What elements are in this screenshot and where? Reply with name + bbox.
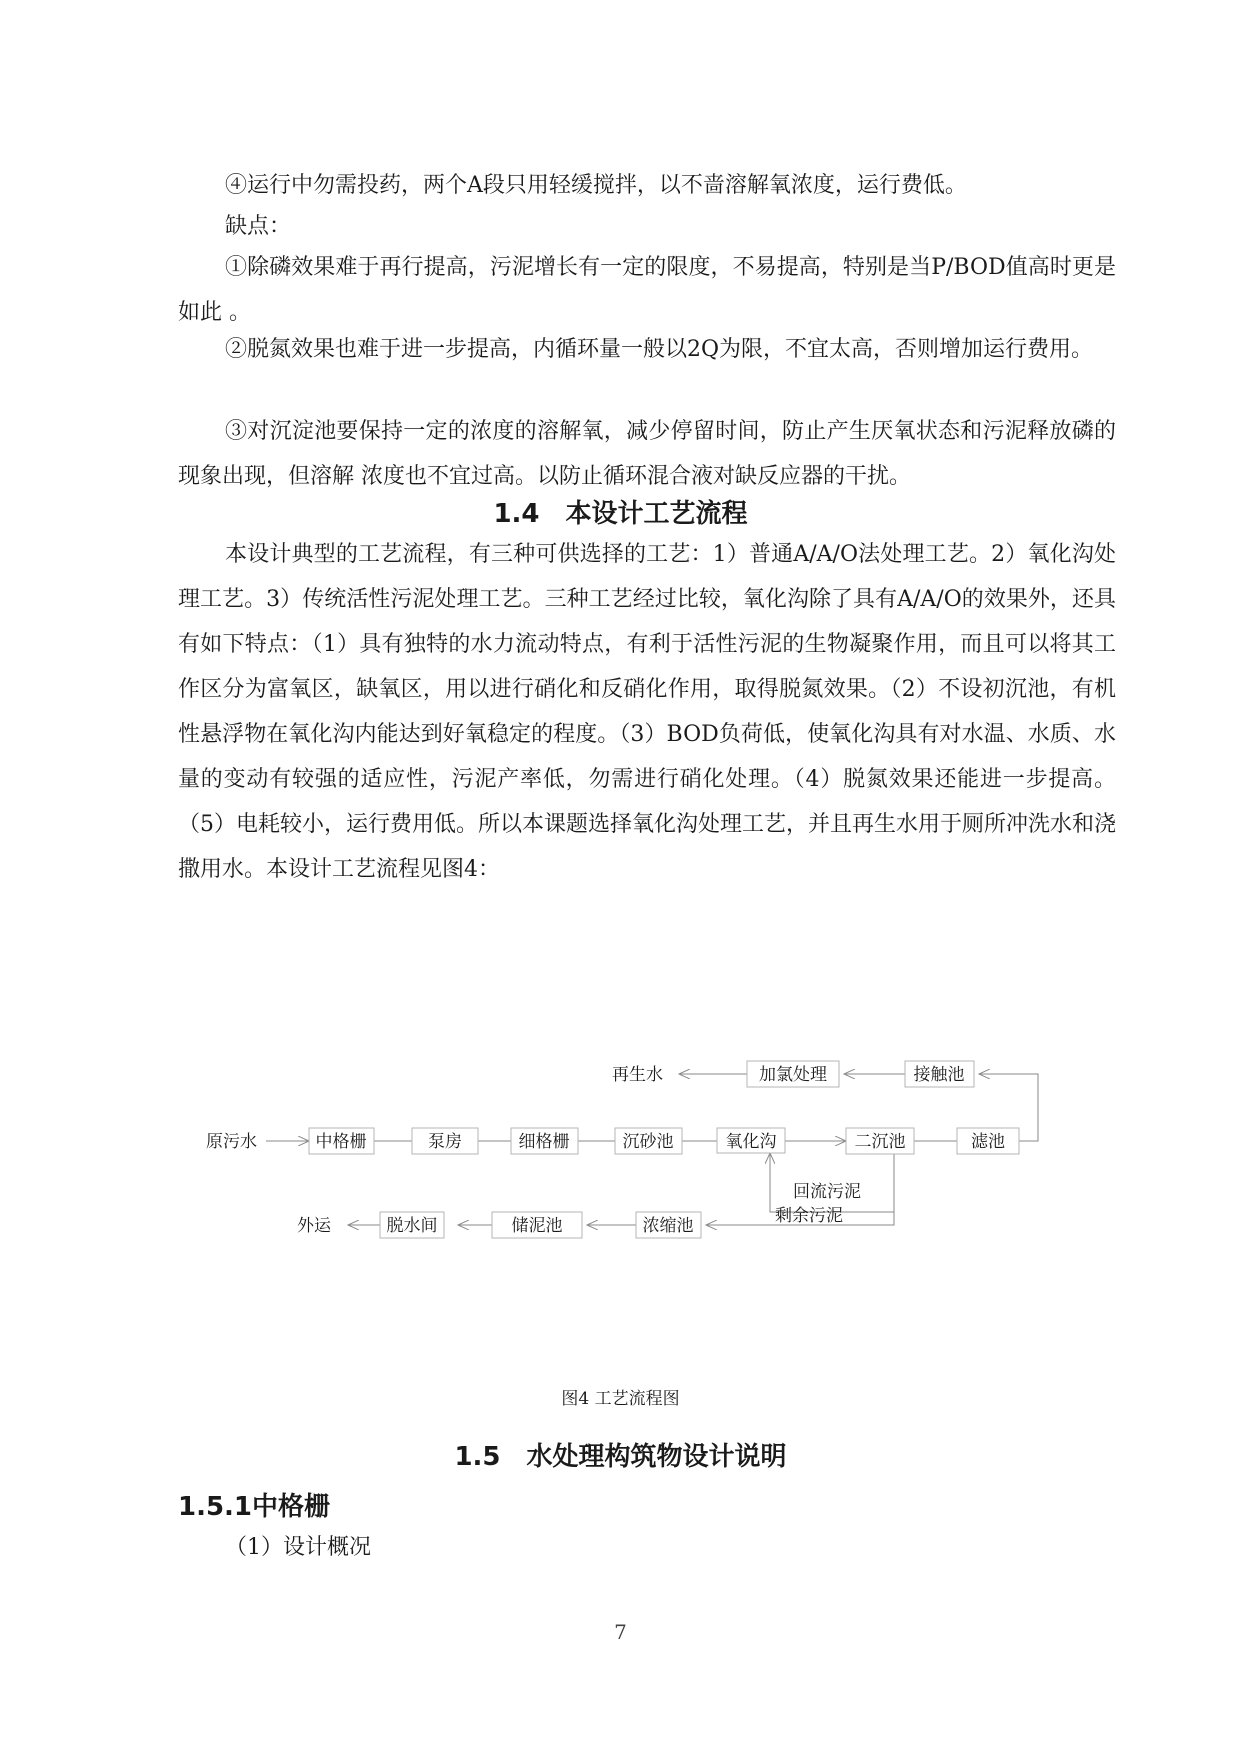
paragraph-disadvantage-3: ③对沉淀池要保持一定的浓度的溶解氧，减少停留时间，防止产生厌氧状态和污泥释放磷的现象出现，但溶解 浓度也不宜过高。以防止循环混合液对缺反应器的干扰。: [178, 419, 1116, 489]
node-filter: 滤池: [971, 1132, 1005, 1152]
paragraph-advantage-4: ④运行中勿需投药，两个A段只用轻缓搅拌，以不啬溶解氧浓度，运行费低。: [225, 173, 967, 198]
paragraph-disadvantage-1: ①除磷效果难于再行提高，污泥增长有一定的限度，不易提高，特别是当P/BOD值高时更是如此 。: [178, 255, 1116, 325]
paragraph-process-description: 本设计典型的工艺流程，有三种可供选择的工艺：1）普通A/A/O法处理工艺。2）氧化沟处理工艺。3）传统活性污泥处理工艺。三种工艺经过比较，氧化沟除了具有A/A/O的效果外，还具有如下特点：（1）具有独特的水力流动特点，有利于活性污泥的生物凝聚作用，而且可以将其工作区分为富氧区，缺氧区，用以进行硝化和反硝化作用，取得脱氮效果。（2）不设初沉池，有机性悬浮物在氧化沟内能达到好氧稳定的程度。（3）BOD负荷低，使氧化沟具有对水温、水质、水量的变动有较强的适应性，污泥产率低，勿需进行硝化处理。（4）脱氮效果还能进一步提高。（5）电耗较小，运行费用低。所以本课题选择氧化沟处理工艺，并且再生水用于厕所冲洗水和浇撒用水。本设计工艺流程见图4：: [178, 542, 1117, 882]
node-fine-screen: 细格栅: [518, 1132, 570, 1152]
node-dewatering: 脱水间: [386, 1216, 438, 1236]
node-thickener: 浓缩池: [642, 1216, 694, 1236]
section-heading-1-4: 1.4 本设计工艺流程: [493, 499, 748, 529]
node-medium-screen: 中格栅: [315, 1132, 367, 1152]
process-flow-diagram: [0, 1040, 1241, 1260]
edge-label-return-sludge: 回流污泥: [793, 1182, 861, 1202]
node-sludge-storage: 储泥池: [511, 1216, 563, 1236]
edge-label-excess-sludge: 剩余污泥: [775, 1206, 843, 1226]
page-number: 7: [614, 1620, 627, 1644]
section-heading-1-5: 1.5 水处理构筑物设计说明: [454, 1442, 787, 1472]
figure-caption: 图4 工艺流程图: [561, 1389, 680, 1409]
paragraph-disadvantage-2: ②脱氮效果也难于进一步提高，内循环量一般以2Q为限，不宜太高，否则增加运行费用。: [225, 337, 1094, 362]
node-reclaimed-water: 再生水: [612, 1065, 663, 1085]
node-haul-out: 外运: [297, 1216, 331, 1236]
node-contact-tank: 接触池: [913, 1065, 965, 1085]
node-chlorination: 加氯处理: [759, 1065, 827, 1085]
section-heading-1-5-1: 1.5.1中格栅: [178, 1492, 331, 1522]
node-secondary-clarifier: 二沉池: [854, 1132, 906, 1152]
paragraph-disadvantages-label: 缺点：: [225, 214, 292, 239]
paragraph-design-overview: （1）设计概况: [225, 1535, 371, 1560]
node-grit-chamber: 沉砂池: [622, 1132, 674, 1152]
node-pump-room: 泵房: [428, 1132, 462, 1152]
node-oxidation-ditch: 氧化沟: [725, 1132, 777, 1152]
node-raw-water: 原污水: [206, 1132, 257, 1152]
